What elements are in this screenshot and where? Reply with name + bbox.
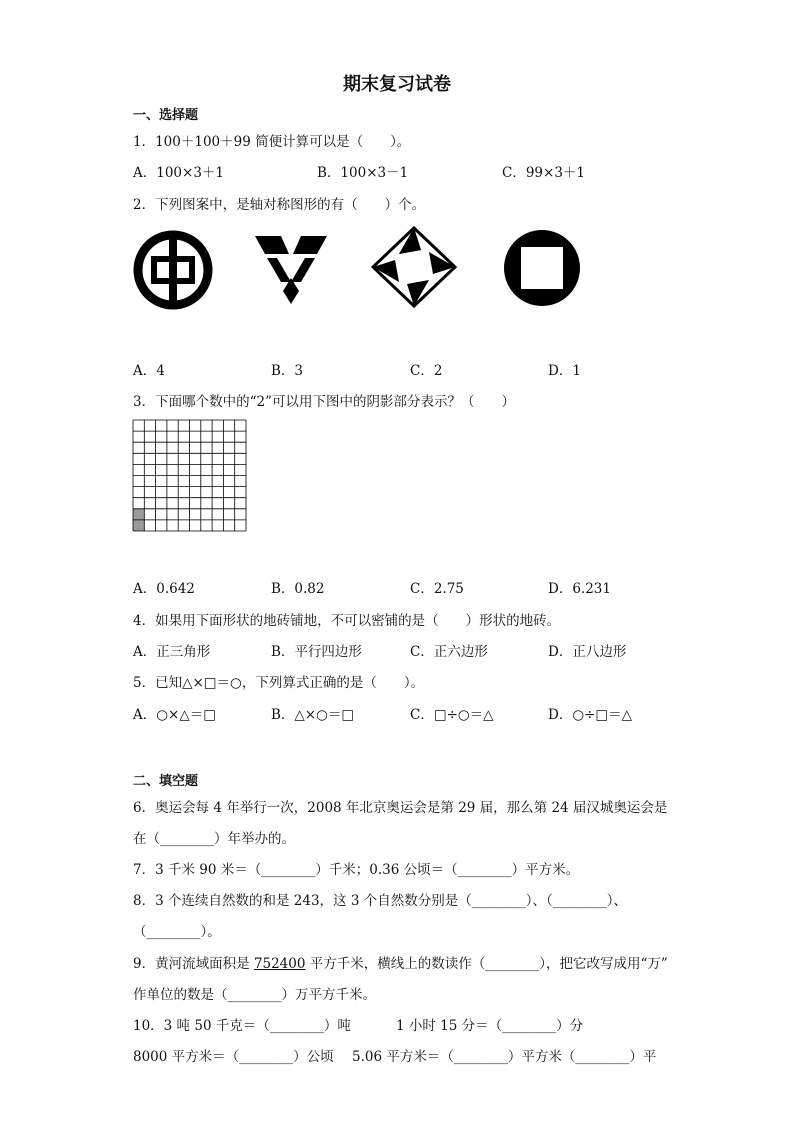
question-9-underlined-number: 752400 xyxy=(253,956,306,972)
question-8-line-1: 8．3 个连续自然数的和是 243，这 3 个自然数分别是（________）、（________）、 xyxy=(133,893,627,909)
question-1-option-c: C．99×3＋1 xyxy=(502,165,585,181)
question-1-option-b: B．100×3－1 xyxy=(317,165,409,181)
question-9-prefix: 9．黄河流域面积是 xyxy=(133,956,254,972)
question-9-suffix: 平方千米，横线上的数读作（________），把它改写成用“万” xyxy=(305,956,668,972)
shaded-cell xyxy=(133,520,144,531)
section-choice-heading: 一、选择题 xyxy=(133,108,199,123)
question-10-line-2b: 5.06 平方米＝（________）平方米（________）平 xyxy=(352,1049,657,1065)
question-2-option-b: B．3 xyxy=(271,363,304,379)
question-4-option-c: C．正六边形 xyxy=(410,644,488,660)
page-title: 期末复习试卷 xyxy=(343,74,451,95)
bank-of-china-logo-icon xyxy=(132,229,214,311)
question-10-line-1b: 1 小时 15 分＝（________）分 xyxy=(396,1018,584,1034)
question-8-line-2: （________）。 xyxy=(133,924,221,940)
question-4-option-b: B．平行四边形 xyxy=(271,644,362,660)
section-fill-heading: 二、填空题 xyxy=(133,774,199,789)
question-6-line-2: 在（________）年举办的。 xyxy=(133,831,295,847)
square-in-circle-logo-icon xyxy=(502,227,582,309)
question-4-option-d: D．正八边形 xyxy=(548,644,627,660)
question-5-option-a: A．○×△＝□ xyxy=(133,707,216,723)
question-5-option-c: C．□÷○＝△ xyxy=(410,707,494,723)
question-7-line-1: 7．3 千米 90 米＝（________）千米；0.36 公顷＝（________）平方米。 xyxy=(133,862,580,878)
question-1-option-a: A．100×3＋1 xyxy=(133,165,225,181)
question-2-stem: 2．下列图案中，是轴对称图形的有（ ）个。 xyxy=(133,197,426,213)
question-9-line-2: 作单位的数是（________）万平方千米。 xyxy=(133,987,376,1003)
question-3-stem: 3．下面哪个数中的“2”可以用下图中的阴影部分表示？（ ） xyxy=(133,394,515,410)
question-3-option-a: A．0.642 xyxy=(133,581,195,597)
question-2-option-d: D．1 xyxy=(548,363,581,379)
question-3-option-c: C．2.75 xyxy=(410,581,464,597)
shaded-cell xyxy=(133,509,144,520)
question-2-option-a: A．4 xyxy=(133,363,165,379)
mitsubishi-logo-icon xyxy=(253,234,329,306)
hundred-grid xyxy=(132,419,247,532)
star-logo-icon xyxy=(369,224,459,310)
question-5-option-b: B．△×○＝□ xyxy=(271,707,355,723)
question-5-stem: 5．已知△×□＝○，下列算式正确的是（ ）。 xyxy=(133,675,425,691)
question-4-stem: 4．如果用下面形状的地砖铺地，不可以密铺的是（ ）形状的地砖。 xyxy=(133,613,561,629)
question-6-line-1: 6．奥运会每 4 年举行一次，2008 年北京奥运会是第 29 届，那么第 24 届汉城奥运会是 xyxy=(133,800,668,816)
question-2-option-c: C．2 xyxy=(410,363,443,379)
question-3-option-b: B．0.82 xyxy=(271,581,325,597)
question-9-line-1 xyxy=(133,952,668,972)
question-1-stem: 1．100＋100＋99 简便计算可以是（ ）。 xyxy=(133,134,411,150)
question-5-option-d: D．○÷□＝△ xyxy=(548,707,633,723)
question-4-option-a: A．正三角形 xyxy=(133,644,211,660)
question-10-line-2a: 8000 平方米＝（________）公顷 xyxy=(133,1049,334,1065)
question-3-option-d: D．6.231 xyxy=(548,581,611,597)
question-10-line-1a: 10．3 吨 50 千克＝（________）吨 xyxy=(133,1018,351,1034)
